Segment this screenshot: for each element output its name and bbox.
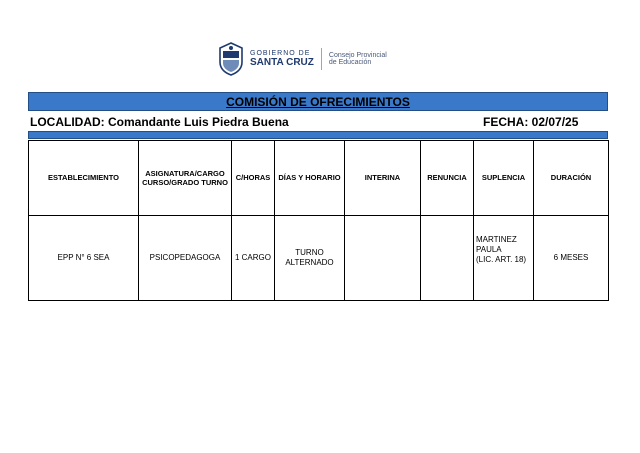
header-logo (218, 41, 387, 77)
header-interina: INTERINA (345, 141, 421, 216)
title-bar (28, 92, 608, 111)
table-header-row (29, 141, 609, 216)
header-dias: DÍAS Y HORARIO (275, 141, 345, 216)
cell-dias (275, 216, 345, 301)
council-line2: de Educación (328, 59, 372, 66)
council-name (329, 52, 387, 67)
header-asignatura (139, 141, 232, 216)
locality-row (28, 112, 608, 130)
header-horas: C/HORAS (232, 141, 275, 216)
government-line2: SANTA CRUZ (250, 57, 314, 68)
page-title: COMISIÓN DE OFRECIMIENTOS (226, 94, 410, 109)
council-line1: Consejo Provincial (328, 51, 387, 59)
province-emblem-icon (218, 42, 244, 76)
offers-table (28, 140, 609, 301)
header-renuncia: RENUNCIA (421, 141, 474, 216)
header-duracion: DURACIÓN (534, 141, 609, 216)
cell-horas: 1 CARGO (232, 216, 275, 301)
cell-asignatura: PSICOPEDAGOGA (139, 216, 232, 301)
cell-establecimiento: EPP N° 6 SEA (29, 216, 139, 301)
date-label: FECHA: 02/07/25 (483, 115, 579, 129)
cell-suplencia-line1: MARTINEZ (476, 235, 517, 244)
table-row (29, 216, 609, 301)
cell-suplencia (474, 216, 534, 301)
header-asignatura-line2: CURSO/GRADO TURNO (142, 178, 228, 187)
logo-divider (321, 48, 322, 70)
cell-suplencia-line2: PAULA (476, 245, 502, 254)
header-establecimiento: ESTABLECIMIENTO (29, 141, 139, 216)
header-suplencia: SUPLENCIA (474, 141, 534, 216)
locality-label: LOCALIDAD: Comandante Luis Piedra Buena (30, 115, 289, 129)
cell-dias-line2: ALTERNADO (285, 258, 334, 267)
government-line1: GOBIERNO DE (250, 50, 311, 57)
government-name (250, 50, 314, 68)
blue-separator (28, 131, 608, 139)
cell-duracion: 6 MESES (534, 216, 609, 301)
header-asignatura-line1: ASIGNATURA/CARGO (145, 168, 225, 178)
cell-interina (345, 216, 421, 301)
cell-renuncia (421, 216, 474, 301)
cell-suplencia-line3: (LIC. ART. 18) (476, 255, 527, 264)
cell-dias-line1: TURNO (295, 248, 324, 257)
